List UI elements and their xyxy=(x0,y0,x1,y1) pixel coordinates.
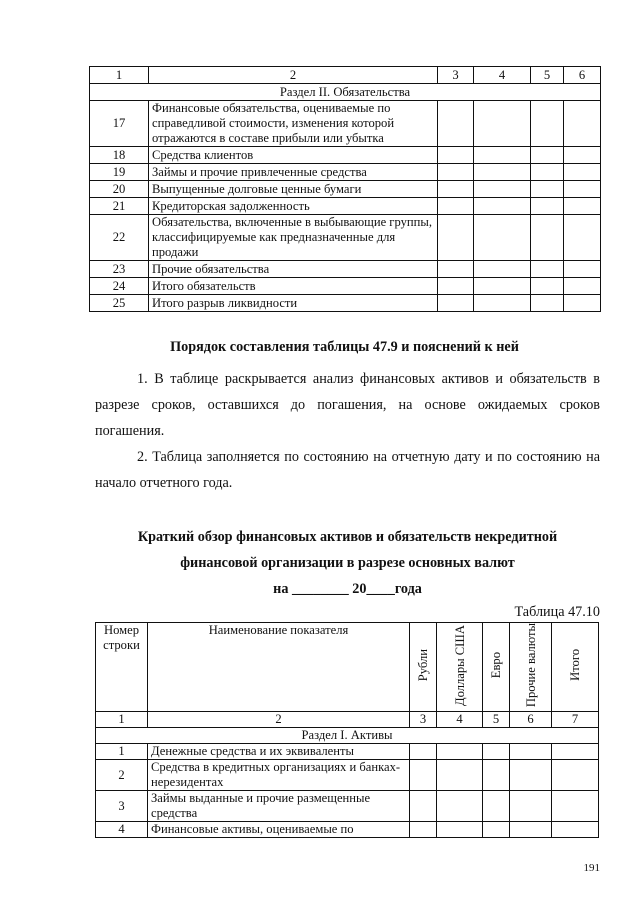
value-cell xyxy=(564,101,601,147)
row-label: Обязательства, включенные в выбывающие группы, классифицируемые как предназначенные для продажи xyxy=(149,215,438,261)
table-row xyxy=(90,181,601,198)
header-total-text: Итого xyxy=(568,649,582,682)
value-cell xyxy=(510,760,552,791)
header-other xyxy=(510,623,552,712)
table-row xyxy=(96,822,599,838)
row-label: Средства в кредитных организациях и банках-нерезидентах xyxy=(148,760,410,791)
overview-date-line: на ________ 20____года xyxy=(273,581,422,597)
value-cell xyxy=(531,215,564,261)
value-cell xyxy=(510,744,552,760)
row-number: 1 xyxy=(96,744,148,760)
value-cell xyxy=(510,791,552,822)
row-label: Кредиторская задолженность xyxy=(149,198,438,215)
row-label: Денежные средства и их эквиваленты xyxy=(148,744,410,760)
value-cell xyxy=(531,101,564,147)
value-cell xyxy=(552,744,599,760)
value-cell xyxy=(474,181,531,198)
row-label: Средства клиентов xyxy=(149,147,438,164)
row-number: 19 xyxy=(90,164,149,181)
table-row xyxy=(90,261,601,278)
value-cell xyxy=(438,261,474,278)
row-number: 21 xyxy=(90,198,149,215)
row-label: Займы выданные и прочие размещенные средства xyxy=(148,791,410,822)
value-cell xyxy=(474,198,531,215)
column-number-row xyxy=(96,712,599,728)
col-number: 3 xyxy=(410,712,437,728)
paragraph-text: 2. Таблица заполняется по состоянию на отчетную дату и по состоянию на начало отчетного года. xyxy=(95,449,600,491)
header-rubles-text: Рубли xyxy=(416,648,430,682)
value-cell xyxy=(437,822,483,838)
value-cell xyxy=(531,164,564,181)
value-cell xyxy=(438,278,474,295)
row-label: Итого обязательств xyxy=(149,278,438,295)
row-label: Выпущенные долговые ценные бумаги xyxy=(149,181,438,198)
header-euro-text: Евро xyxy=(489,651,503,679)
col-number: 3 xyxy=(438,67,474,84)
value-cell xyxy=(564,181,601,198)
value-cell xyxy=(474,261,531,278)
col-number: 5 xyxy=(483,712,510,728)
procedure-paragraph-1 xyxy=(95,366,600,444)
overview-title-line-2: финансовой организации в разрезе основных валют xyxy=(180,555,515,571)
row-label: Прочие обязательства xyxy=(149,261,438,278)
row-number: 18 xyxy=(90,147,149,164)
value-cell xyxy=(483,744,510,760)
value-cell xyxy=(438,198,474,215)
value-cell xyxy=(531,181,564,198)
section-row xyxy=(96,728,599,744)
value-cell xyxy=(410,791,437,822)
table-row xyxy=(90,198,601,215)
value-cell xyxy=(531,295,564,312)
table-row xyxy=(96,791,599,822)
value-cell xyxy=(531,278,564,295)
value-cell xyxy=(552,791,599,822)
value-cell xyxy=(410,760,437,791)
col-number: 5 xyxy=(531,67,564,84)
section-row xyxy=(90,84,601,101)
value-cell xyxy=(531,261,564,278)
row-number: 24 xyxy=(90,278,149,295)
overview-title-line-1: Краткий обзор финансовых активов и обязательств некредитной xyxy=(137,529,558,545)
row-label: Финансовые обязательства, оцениваемые по справедливой стоимости, изменения которой отражаются в составе прибыли или убытка xyxy=(149,101,438,147)
value-cell xyxy=(437,744,483,760)
table-row xyxy=(90,147,601,164)
value-cell xyxy=(438,164,474,181)
table-row xyxy=(90,101,601,147)
liabilities-table xyxy=(89,66,601,312)
paragraph-text: 1. В таблице раскрывается анализ финансовых активов и обязательств в разрезе сроков, оставшихся до погашения, на основе ожидаемых сроков погашения. xyxy=(95,371,600,439)
value-cell xyxy=(474,147,531,164)
value-cell xyxy=(474,215,531,261)
section-title: Раздел II. Обязательства xyxy=(90,84,601,101)
value-cell xyxy=(410,822,437,838)
column-number-row xyxy=(90,67,601,84)
currency-table xyxy=(95,622,599,838)
value-cell xyxy=(552,760,599,791)
header-other-text: Прочие валюты xyxy=(523,623,538,708)
value-cell xyxy=(531,198,564,215)
table-row xyxy=(96,744,599,760)
table-number: Таблица 47.10 xyxy=(514,604,600,620)
value-cell xyxy=(410,744,437,760)
value-cell xyxy=(483,791,510,822)
row-label: Финансовые активы, оцениваемые по xyxy=(148,822,410,838)
value-cell xyxy=(474,278,531,295)
value-cell xyxy=(564,295,601,312)
row-label: Итого разрыв ликвидности xyxy=(149,295,438,312)
row-number: 3 xyxy=(96,791,148,822)
table-row xyxy=(96,760,599,791)
section-title: Раздел I. Активы xyxy=(96,728,599,744)
header-usd xyxy=(437,623,483,712)
value-cell xyxy=(483,822,510,838)
col-number: 7 xyxy=(552,712,599,728)
value-cell xyxy=(564,215,601,261)
value-cell xyxy=(438,147,474,164)
value-cell xyxy=(483,760,510,791)
row-number: 17 xyxy=(90,101,149,147)
col-number: 1 xyxy=(90,67,149,84)
header-row xyxy=(96,623,599,712)
table-row xyxy=(90,278,601,295)
row-number: 23 xyxy=(90,261,149,278)
procedure-heading: Порядок составления таблицы 47.9 и пояснений к ней xyxy=(170,339,519,355)
header-row-number: Номер строки xyxy=(96,623,148,712)
value-cell xyxy=(438,181,474,198)
col-number: 4 xyxy=(437,712,483,728)
value-cell xyxy=(438,295,474,312)
col-number: 6 xyxy=(564,67,601,84)
header-total xyxy=(552,623,599,712)
value-cell xyxy=(564,147,601,164)
row-label: Займы и прочие привлеченные средства xyxy=(149,164,438,181)
header-usd-text: Доллары США xyxy=(452,624,467,706)
header-rubles xyxy=(410,623,437,712)
value-cell xyxy=(510,822,552,838)
page-number: 191 xyxy=(583,862,600,874)
row-number: 25 xyxy=(90,295,149,312)
row-number: 4 xyxy=(96,822,148,838)
value-cell xyxy=(438,101,474,147)
value-cell xyxy=(564,278,601,295)
value-cell xyxy=(564,164,601,181)
value-cell xyxy=(437,791,483,822)
row-number: 22 xyxy=(90,215,149,261)
col-number: 4 xyxy=(474,67,531,84)
value-cell xyxy=(564,198,601,215)
row-number: 2 xyxy=(96,760,148,791)
value-cell xyxy=(531,147,564,164)
value-cell xyxy=(438,215,474,261)
procedure-paragraph-2 xyxy=(95,444,600,496)
table-row xyxy=(90,164,601,181)
table-row xyxy=(90,295,601,312)
col-number: 1 xyxy=(96,712,148,728)
col-number: 2 xyxy=(148,712,410,728)
row-number: 20 xyxy=(90,181,149,198)
header-indicator: Наименование показателя xyxy=(148,623,410,712)
col-number: 6 xyxy=(510,712,552,728)
value-cell xyxy=(474,164,531,181)
value-cell xyxy=(552,822,599,838)
value-cell xyxy=(474,295,531,312)
value-cell xyxy=(564,261,601,278)
header-euro xyxy=(483,623,510,712)
value-cell xyxy=(474,101,531,147)
table-row xyxy=(90,215,601,261)
value-cell xyxy=(437,760,483,791)
col-number: 2 xyxy=(149,67,438,84)
